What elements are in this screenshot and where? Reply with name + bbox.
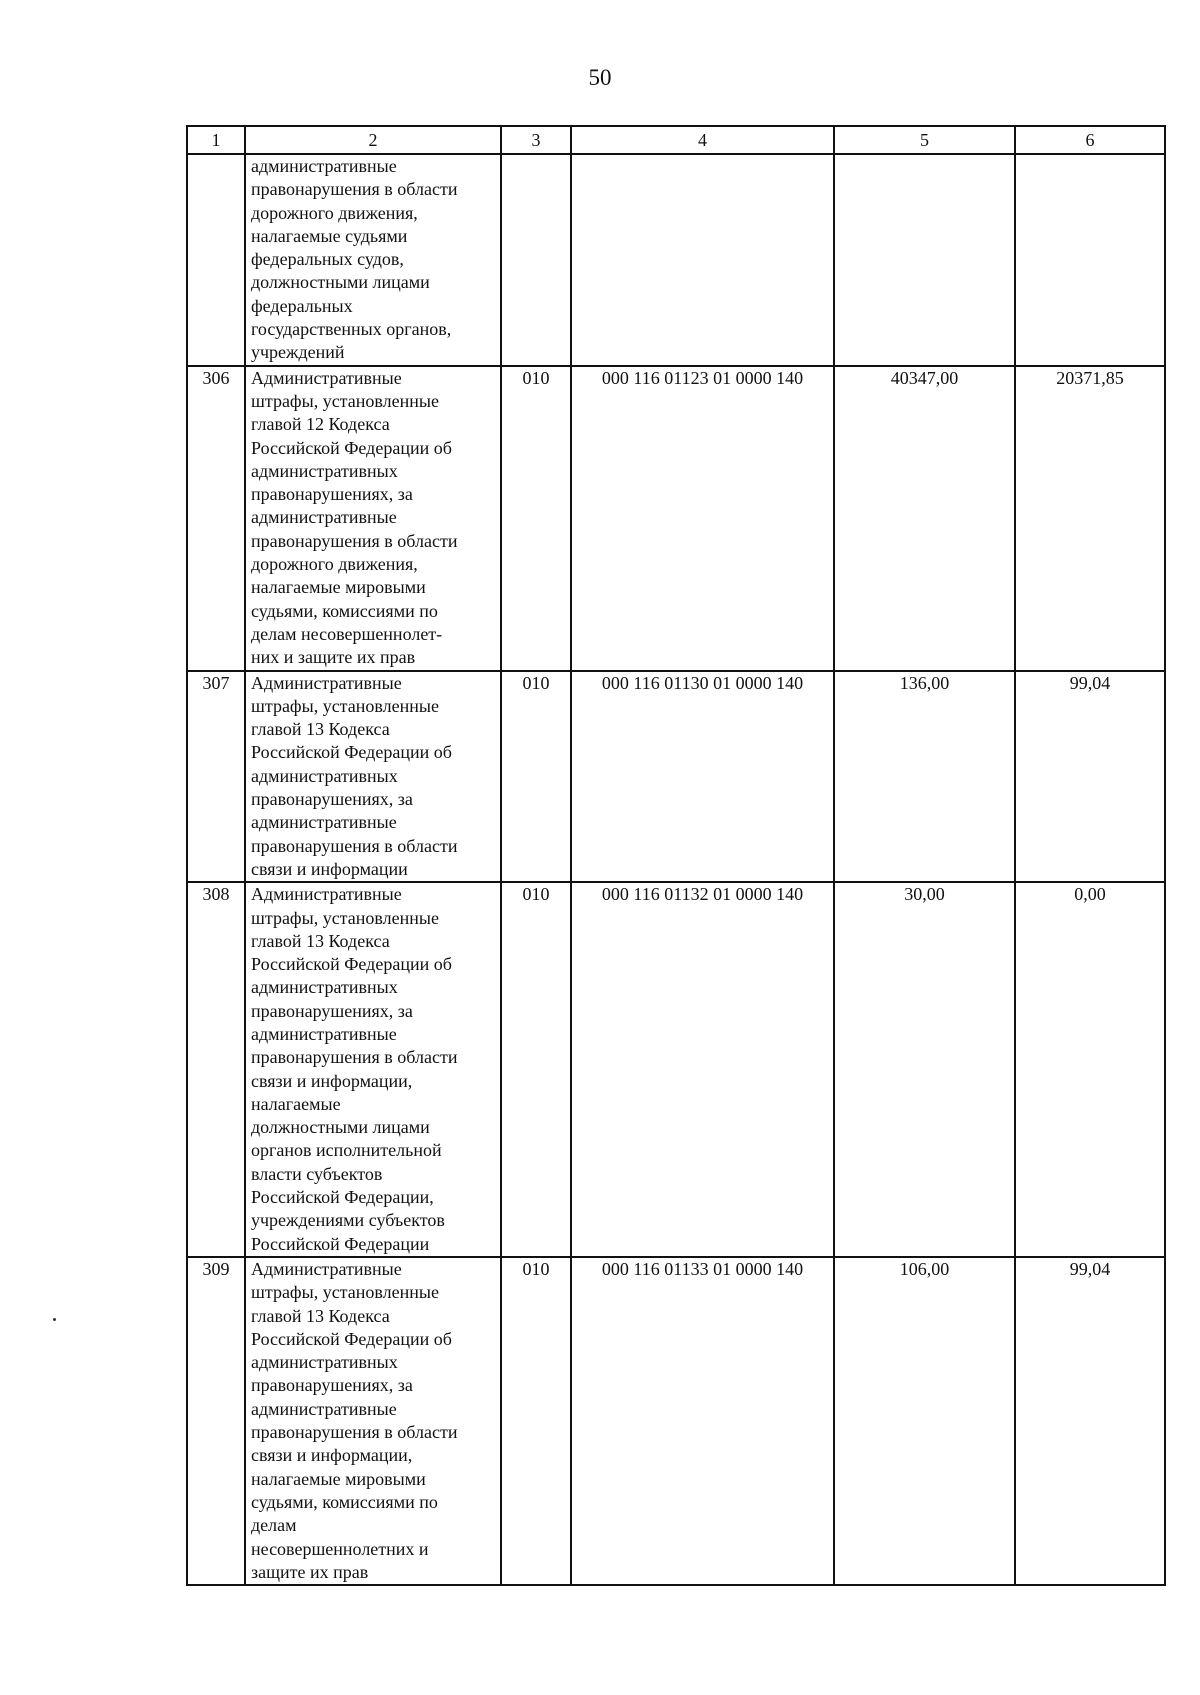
row-value-6: 0,00 — [1015, 882, 1165, 1257]
page-number: 50 — [588, 65, 612, 90]
header-cell-5: 5 — [834, 126, 1015, 154]
row-value-6: 99,04 — [1015, 1257, 1165, 1585]
row-description: Административные штрафы, установленные главой 13 Кодекса Российской Федерации об административных правонарушениях, за административные правонарушения в области связи и информации, налагаемые должностными лицами органов исполнительной власти субъектов Российской Федерации, учреждениями субъектов Российской Федерации — [245, 882, 501, 1257]
row-value-5: 136,00 — [834, 671, 1015, 883]
row-code — [501, 154, 571, 366]
row-number: 308 — [187, 882, 245, 1257]
row-value-5: 40347,00 — [834, 366, 1015, 671]
row-description: административные правонарушения в области дорожного движения, налагаемые судьями федеральных судов, должностными лицами федеральных государственных органов, учреждений — [245, 154, 501, 366]
row-value-6: 20371,85 — [1015, 366, 1165, 671]
row-kbk: 000 116 01133 01 0000 140 — [571, 1257, 834, 1585]
header-cell-1: 1 — [187, 126, 245, 154]
row-code: 010 — [501, 1257, 571, 1585]
scan-speck — [53, 1318, 56, 1321]
row-value-6 — [1015, 154, 1165, 366]
row-kbk: 000 116 01123 01 0000 140 — [571, 366, 834, 671]
table-row-continuation — [187, 154, 1165, 366]
table-header-row — [187, 126, 1165, 154]
row-number: 307 — [187, 671, 245, 883]
row-number: 309 — [187, 1257, 245, 1585]
row-value-6: 99,04 — [1015, 671, 1165, 883]
revenue-table — [186, 125, 1166, 1586]
header-cell-3: 3 — [501, 126, 571, 154]
row-code: 010 — [501, 882, 571, 1257]
row-kbk: 000 116 01130 01 0000 140 — [571, 671, 834, 883]
header-cell-4: 4 — [571, 126, 834, 154]
row-value-5: 106,00 — [834, 1257, 1015, 1585]
table-row-306 — [187, 366, 1165, 671]
header-cell-2: 2 — [245, 126, 501, 154]
table-row-308 — [187, 882, 1165, 1257]
row-description: Административные штрафы, установленные главой 12 Кодекса Российской Федерации об административных правонарушениях, за административные правонарушения в области дорожного движения, налагаемые мировыми судьями, комиссиями по делам несовершеннолет- них и защите их прав — [245, 366, 501, 671]
row-description: Административные штрафы, установленные главой 13 Кодекса Российской Федерации об административных правонарушениях, за административные правонарушения в области связи и информации — [245, 671, 501, 883]
row-value-5 — [834, 154, 1015, 366]
table-row-307 — [187, 671, 1165, 883]
row-kbk — [571, 154, 834, 366]
row-value-5: 30,00 — [834, 882, 1015, 1257]
row-number — [187, 154, 245, 366]
row-number: 306 — [187, 366, 245, 671]
header-cell-6: 6 — [1015, 126, 1165, 154]
row-kbk: 000 116 01132 01 0000 140 — [571, 882, 834, 1257]
row-code: 010 — [501, 366, 571, 671]
row-description: Административные штрафы, установленные главой 13 Кодекса Российской Федерации об административных правонарушениях, за административные правонарушения в области связи и информации, налагаемые мировыми судьями, комиссиями по делам несовершеннолетних и защите их прав — [245, 1257, 501, 1585]
table-row-309 — [187, 1257, 1165, 1585]
row-code: 010 — [501, 671, 571, 883]
